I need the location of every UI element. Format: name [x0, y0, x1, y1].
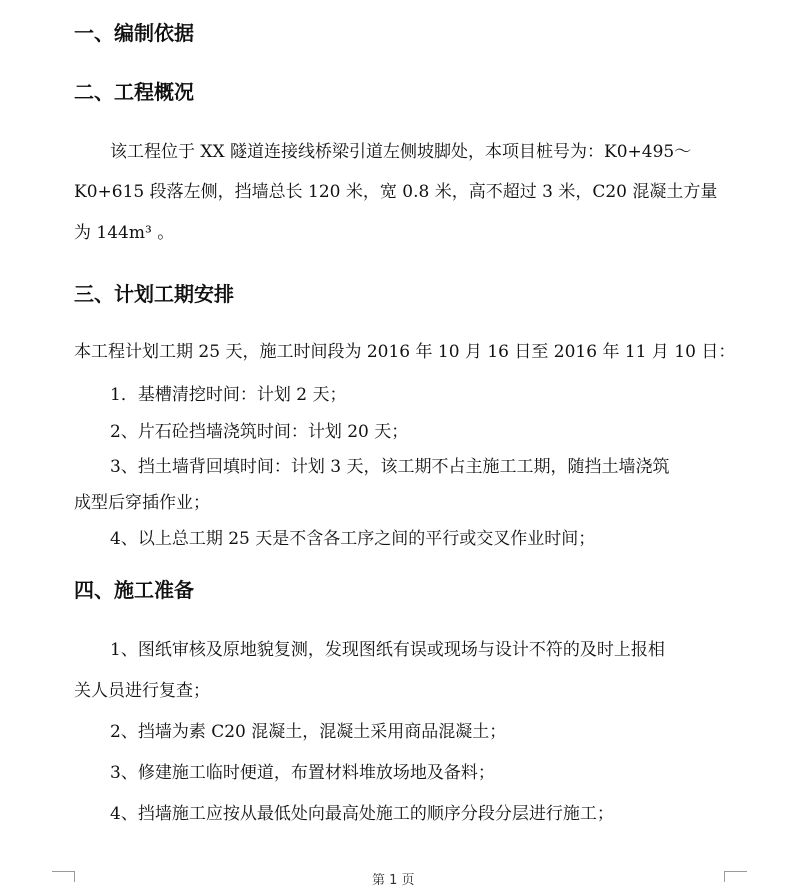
schedule-item: 1．基槽清挖时间：计划 2 天； [110, 385, 347, 405]
page-number: 第 1 页 [372, 873, 415, 888]
schedule-intro: 本工程计划工期 25 天，施工时间段为 2016 年 10 月 16 日至 2016 年 11 月 10 日： [74, 342, 736, 362]
heading-basis: 一、编制依据 [74, 21, 194, 45]
page-corner-mark-right [724, 871, 747, 882]
preparation-item: 关人员进行复查； [74, 681, 210, 701]
preparation-item: 3、修建施工临时便道，布置材料堆放场地及备料； [110, 763, 495, 783]
heading-overview: 二、工程概况 [74, 80, 194, 104]
schedule-item: 4、以上总工期 25 天是不含各工序之间的平行或交叉作业时间； [110, 529, 596, 549]
schedule-item: 成型后穿插作业； [74, 493, 210, 513]
preparation-item: 1、图纸审核及原地貌复测，发现图纸有误或现场与设计不符的及时上报相 [110, 640, 665, 660]
heading-schedule: 三、计划工期安排 [74, 282, 234, 306]
overview-line: 为 144m³ 。 [74, 223, 175, 243]
heading-preparation: 四、施工准备 [74, 578, 194, 602]
schedule-item: 2、片石砼挡墙浇筑时间：计划 20 天； [110, 422, 409, 442]
overview-line: K0+615 段落左侧，挡墙总长 120 米，宽 0.8 米，高不超过 3 米，C20 混凝土方量 [74, 182, 718, 202]
schedule-item: 3、挡土墙背回填时间：计划 3 天，该工期不占主施工工期，随挡土墙浇筑 [110, 457, 670, 477]
overview-line: 该工程位于 XX 隧道连接线桥梁引道左侧坡脚处，本项目桩号为：K0+495～ [110, 142, 692, 162]
page-corner-mark-left [52, 871, 75, 882]
preparation-item: 4、挡墙施工应按从最低处向最高处施工的顺序分段分层进行施工； [110, 804, 614, 824]
preparation-item: 2、挡墙为素 C20 混凝土，混凝土采用商品混凝土； [110, 722, 507, 742]
